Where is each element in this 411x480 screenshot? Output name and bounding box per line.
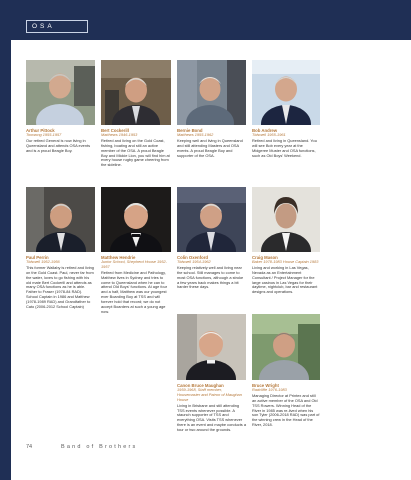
profile-bio: Managing Director at Printex and still an active member of the OSA and Old TSS Rowers. Winning Head of the River in 1985 was re-lived when his son Tyler (2006-2018 RAD) was part of the winning crew in the Head of the River, 2018. xyxy=(252,392,320,428)
section-title: Band of Brothers xyxy=(61,444,138,450)
profile-photo xyxy=(101,60,171,125)
profile-bio: Living in Brisbane and still attending TSS events whenever possible. A staunch supporter of TSS and everything OSA. Visits TSS whenever there is an event and maybe conducts a tour or two around the grounds. xyxy=(177,402,246,433)
profile-photo xyxy=(177,314,246,380)
profile-name: Bert Cockerill xyxy=(101,128,129,133)
profile-subtitle: Radcliffe 1976-1983 xyxy=(252,387,287,393)
profile-subtitle: Toowong 1955-1957 xyxy=(26,132,62,138)
left-accent-bar xyxy=(0,40,11,480)
osa-section-tab: OSA xyxy=(26,20,88,33)
header-band xyxy=(0,0,411,40)
profile-subtitle: Baker 1978-1983 House Captain 1983 xyxy=(252,259,319,265)
profile-photo xyxy=(26,187,95,252)
profile-name: Bruce Wright xyxy=(252,383,279,388)
profile-bio: Keeping well and living in Queensland and still attending Masters and OSA events. A proud Beagle Boy and supporter of the OSA. xyxy=(177,137,243,158)
profile-bio: Living and working in Las Vegas, Nevada as an Entertainment Consultant / Project Manager for the large casinos in Las Vegas for their daytime, nightclub, bar and restaurant designs and operations. xyxy=(252,264,318,295)
profile-bio: Retired and living on the Gold Coast, fishing, boating and still an active member of the OSA. A proud Beagle Boy and Mickie Lion, you will find him at every house rugby game cheering from the sideline. xyxy=(101,137,170,168)
profile-name: Matthew Hendrie xyxy=(101,255,136,260)
profile-name: Arthur Pittock xyxy=(26,128,55,133)
profile-bio: Retired and living in Queensland. You will see Bob every year at the Midgeree Muster and OSA functions, such as Old Boys' Weekend. xyxy=(252,137,317,158)
profile-subtitle: Matthews 1955-1962 xyxy=(177,132,214,138)
profile-photo xyxy=(177,187,246,252)
profile-subtitle: Tidswell 1952-1956 xyxy=(26,259,60,265)
profile-name: Canon Bruce Maughan xyxy=(177,383,224,388)
profile-photo xyxy=(26,60,95,125)
profile-photo xyxy=(252,187,320,252)
profile-bio: This former Wallaby is retired and living on the Gold Coast. Paul, never far from the water, loves to go fishing with his old mate Bert Cockerill and attends as many OSA functions as he is able. Father to Fraser (1978-84 RAD). School Captain in 1986 and Matthew (1978-1989 RAD) and Grandfather to Cato (2006-2012 School Captain) xyxy=(26,264,94,310)
profile-subtitle: Tidswell 1954-1962 xyxy=(177,259,211,265)
profile-name: Bernie Bond xyxy=(177,128,203,133)
profile-subtitle: 1959-1968, Staff member, Housemaster and Patron of Maughan House xyxy=(177,387,242,403)
profile-name: Bob Andrew xyxy=(252,128,278,133)
profile-photo xyxy=(252,314,320,380)
profile-photo xyxy=(101,187,171,252)
profile-bio: Keeping relatively well and living near the school. Still manages to come to most OSA functions, although a stroke a few years back makes things a bit harder these days. xyxy=(177,264,244,290)
profile-bio: Retired from Medicine and Pathology, Matthew lives in Sydney and tries to come to Queensland when he can to attend Old Boys' functions. At age four and a half, Matthew was our youngest ever Boarding Boy at TSS and will forever hold that record; we do not accept Boarders at such a young age now. xyxy=(101,269,168,314)
profile-subtitle: Junior School, Shepherd House 1952-1957 xyxy=(101,259,167,270)
profile-name: Colin Oxenford xyxy=(177,255,209,260)
profile-subtitle: Tidswell 1955-1961 xyxy=(252,132,286,138)
profile-name: Paul Perrin xyxy=(26,255,49,260)
profile-bio: Our retired General is now living in Queensland and attends OSA events and is a proud Beagle Boy. xyxy=(26,137,91,153)
profile-name: Craig Mason xyxy=(252,255,278,260)
profile-subtitle: Matthews 1946-1953 xyxy=(101,132,138,138)
page-number: 74 xyxy=(26,444,33,450)
profile-photo xyxy=(177,60,246,125)
profile-photo xyxy=(252,60,320,125)
